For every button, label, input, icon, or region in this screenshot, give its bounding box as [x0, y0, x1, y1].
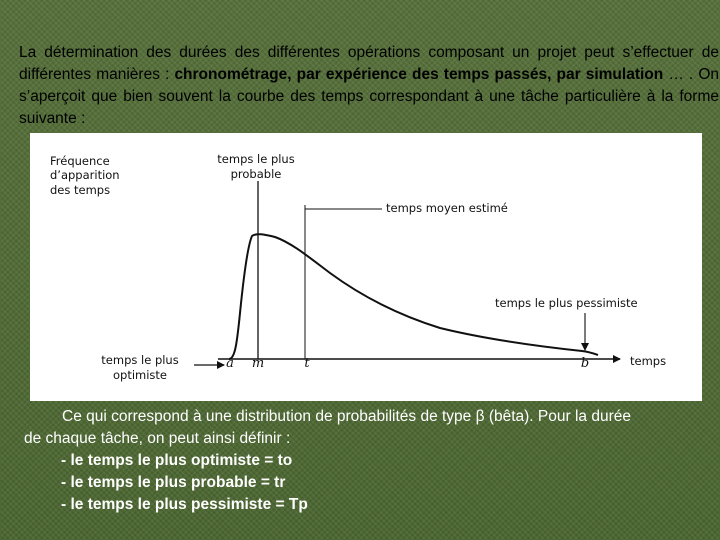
pessimistic-time-label: temps le plus pessimiste: [495, 296, 638, 310]
intro-methods-bold: chronométrage, par expérience des temps passés, par simulation: [174, 66, 664, 83]
mark-t: t: [304, 356, 310, 371]
description-line-2: de chaque tâche, on peut ainsi définir :: [24, 430, 291, 447]
mark-m: m: [251, 356, 265, 371]
distribution-diagram: [30, 133, 702, 401]
definition-pessimistic: - le temps le plus pessimiste = Tp: [61, 496, 308, 513]
x-axis-label: temps: [630, 354, 667, 368]
mark-a: a: [226, 356, 234, 371]
y-axis-label-line-1: Fréquence: [50, 154, 110, 168]
optimistic-label-line-1: temps le plus: [101, 353, 179, 367]
most-probable-label-line-1: temps le plus: [217, 152, 295, 166]
intro-paragraph: [19, 42, 719, 130]
definition-optimistic: - le temps le plus optimiste = to: [61, 452, 293, 469]
optimistic-label-line-2: optimiste: [112, 368, 168, 382]
intro-text-1: La détermination des durées des différentes opérations composant un projet peut s’effectuer de différentes manières :: [19, 44, 719, 83]
intro-text-2: … . On s’aperçoit que bien souvent la courbe des temps correspondant à une tâche particulière à la forme suivante :: [19, 66, 720, 127]
beta-distribution-figure: [30, 133, 702, 401]
mean-time-label: temps moyen estimé: [386, 201, 508, 215]
mark-b: b: [580, 356, 590, 371]
y-axis-label-line-2: d’apparition: [50, 168, 120, 182]
description-block: [24, 406, 720, 516]
y-axis-label-line-3: des temps: [50, 183, 111, 197]
description-line-1: Ce qui correspond à une distribution de probabilités de type β (bêta). Pour la durée: [62, 408, 631, 425]
definition-probable: - le temps le plus probable = tr: [61, 474, 286, 491]
most-probable-label-line-2: probable: [230, 167, 282, 181]
